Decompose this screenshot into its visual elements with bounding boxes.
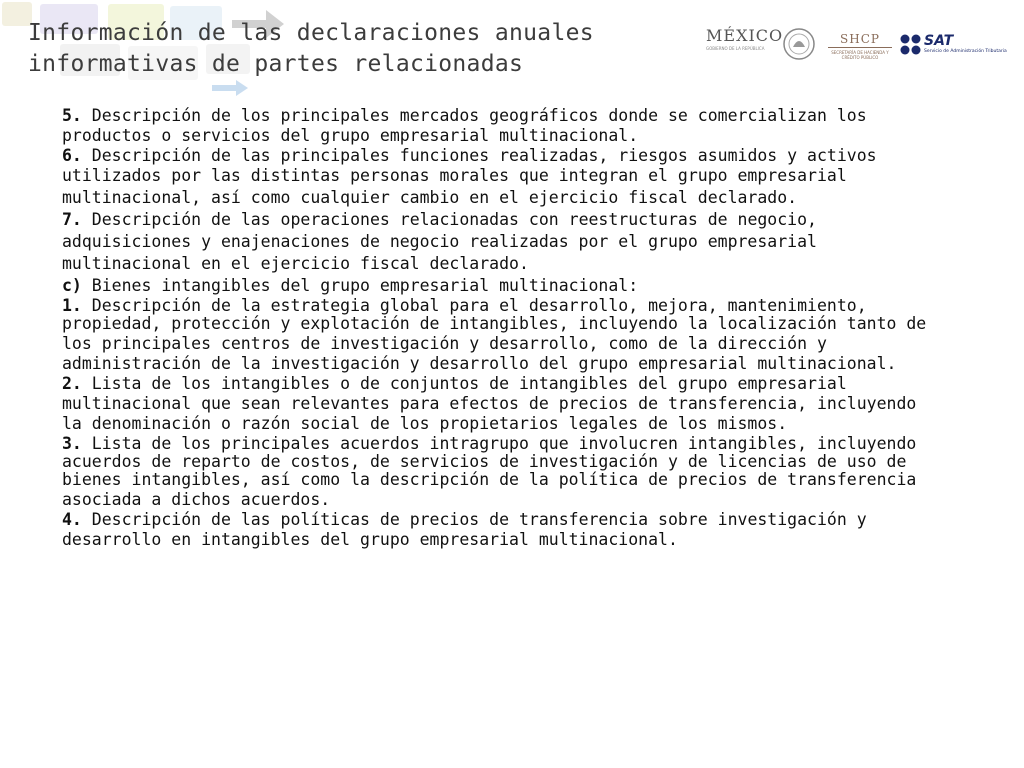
item-number: 5. [62, 106, 82, 125]
line-text: los principales centros de investigación y desarrollo, como de la dirección y [62, 334, 827, 353]
text-line [62, 148, 954, 164]
line-text: Descripción de las políticas de precios de transferencia sobre investigación y [81, 510, 867, 529]
line-text: adquisiciones y enajenaciones de negocio realizadas por el grupo empresarial [62, 232, 817, 251]
line-text: productos o servicios del grupo empresarial multinacional. [62, 126, 639, 145]
text-line [62, 396, 954, 412]
mexico-logo [706, 26, 784, 51]
text-line [62, 298, 954, 314]
sat-logo [900, 34, 1024, 58]
text-line [62, 414, 954, 434]
text-line [62, 254, 954, 274]
line-text: Descripción de las operaciones relacionadas con reestructuras de negocio, [81, 210, 817, 229]
text-line [62, 316, 954, 332]
page-title [28, 18, 594, 80]
line-text: asociada a dichos acuerdos. [62, 490, 331, 509]
text-line [62, 356, 954, 372]
mexico-logo-sub: GOBIERNO DE LA REPÚBLICA [706, 46, 765, 51]
text-line [62, 512, 954, 528]
text-line [62, 108, 954, 124]
text-line [62, 490, 954, 510]
line-text: multinacional en el ejercicio fiscal declarado. [62, 254, 529, 273]
document-body [62, 106, 954, 550]
line-text: Bienes intangibles del grupo empresarial multinacional: [81, 276, 639, 295]
sat-logo-sub: Servicio de Administración Tributaria [924, 49, 1007, 54]
text-line [62, 530, 954, 550]
line-text: Descripción de los principales mercados geográficos donde se comercializan los [81, 106, 867, 125]
line-text: Descripción de la estrategia global para el desarrollo, mejora, mantenimiento, [81, 296, 867, 315]
shcp-logo [828, 32, 892, 60]
title-line-2: informativas de partes relacionadas [28, 51, 524, 77]
text-line [62, 126, 954, 146]
line-text: administración de la investigación y desarrollo del grupo empresarial multinacional. [62, 354, 897, 373]
text-line [62, 276, 954, 296]
line-text: bienes intangibles, así como la descripción de la política de precios de transferencia [62, 470, 917, 489]
text-line [62, 210, 954, 230]
text-line [62, 232, 954, 252]
item-number: 4. [62, 510, 82, 529]
line-text: multinacional que sean relevantes para efectos de precios de transferencia, incluyendo [62, 394, 917, 413]
mexico-logo-word: MÉXICO [706, 26, 784, 45]
line-text: propiedad, protección y explotación de intangibles, incluyendo la localización tanto de [62, 314, 927, 333]
shcp-logo-sub: SECRETARÍA DE HACIENDA Y CRÉDITO PÚBLICO [831, 50, 889, 60]
sat-dots-icon [900, 34, 922, 56]
line-text: desarrollo en intangibles del grupo empresarial multinacional. [62, 530, 678, 549]
text-line [62, 166, 954, 186]
line-text: la denominación o razón social de los propietarios legales de los mismos. [62, 414, 788, 433]
line-text: utilizados por las distintas personas morales que integran el grupo empresarial [62, 166, 847, 185]
arrow-right-icon [210, 78, 250, 98]
line-text: multinacional, así como cualquier cambio en el ejercicio fiscal declarado. [62, 188, 798, 207]
item-number: c) [62, 276, 82, 295]
line-text: acuerdos de reparto de costos, de servicios de investigación y de licencias de uso de [62, 452, 907, 471]
item-number: 3. [62, 434, 82, 453]
line-text: Descripción de las principales funciones realizadas, riesgos asumidos y activos [81, 146, 877, 165]
item-number: 2. [62, 374, 82, 393]
line-text: Lista de los principales acuerdos intragrupo que involucren intangibles, incluyendo [81, 434, 917, 453]
text-line [62, 436, 954, 452]
line-text: Lista de los intangibles o de conjuntos de intangibles del grupo empresarial [81, 374, 847, 393]
item-number: 1. [62, 296, 82, 315]
item-number: 7. [62, 210, 82, 229]
item-number: 6. [62, 146, 82, 165]
title-line-1: Información de las declaraciones anuales [28, 20, 594, 46]
national-seal-icon [782, 27, 816, 61]
text-line [62, 334, 954, 354]
sat-logo-word: SAT [924, 33, 954, 49]
logos-area [700, 22, 1020, 72]
text-line [62, 472, 954, 488]
shcp-logo-word: SHCP [840, 32, 880, 46]
text-line [62, 374, 954, 394]
text-line [62, 188, 954, 208]
text-line [62, 454, 954, 470]
